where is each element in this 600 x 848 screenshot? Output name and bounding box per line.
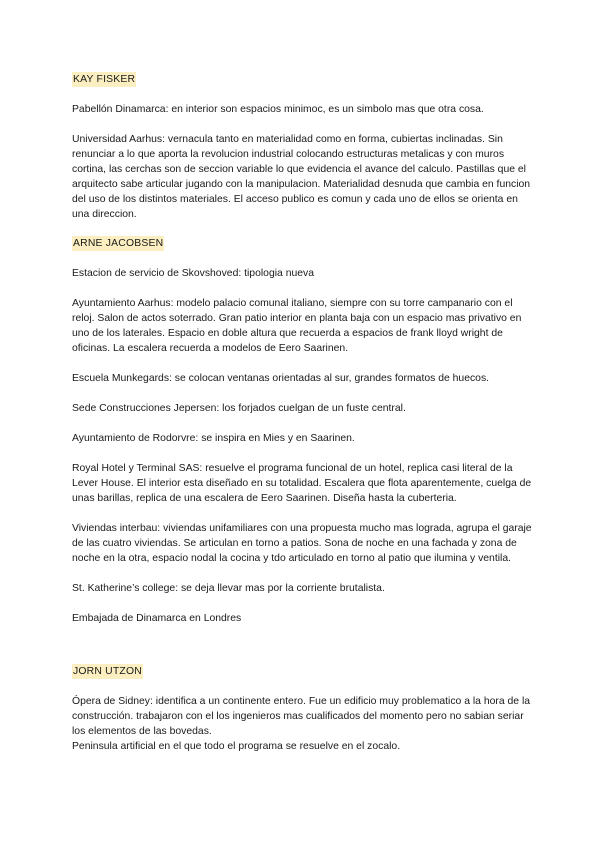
section-heading-kay-fisker: KAY FISKER xyxy=(73,74,136,85)
paragraph: St. Katherine’s college: se deja llevar mas por la corriente brutalista. xyxy=(72,583,385,594)
paragraph: Estacion de servicio de Skovshoved: tipologia nueva xyxy=(72,268,315,279)
document-body xyxy=(72,72,534,754)
paragraph: Ópera de Sidney: identifica a un continente entero. Fue un edificio muy problematico a la hora de la construcción. trabajaron con el los ingenieros mas cualificados del momento pero no sabian seriar los elementos de las bovedas. Peninsula artificial en el que todo el programa se resuelve en el zocalo. xyxy=(72,696,531,752)
paragraph: Sede Construcciones Jepersen: los forjados cuelgan de un fuste central. xyxy=(72,403,406,414)
section-heading-arne-jacobsen: ARNE JACOBSEN xyxy=(73,238,164,249)
paragraph: Pabellón Dinamarca: en interior son espacios minimoc, es un simbolo mas que otra cosa. xyxy=(72,104,484,115)
paragraph: Embajada de Dinamarca en Londres xyxy=(72,613,242,624)
section-heading-jorn-utzon: JORN UTZON xyxy=(73,666,142,677)
paragraph: Escuela Munkegards: se colocan ventanas orientadas al sur, grandes formatos de huecos. xyxy=(72,373,490,384)
paragraph: Ayuntamiento Aarhus: modelo palacio comunal italiano, siempre con su torre campanario con el reloj. Salon de actos soterrado. Gran patio interior en planta baja con un espacio mas privativo en uno de los laterales. Espacio en doble altura que recuerda a espacios de frank lloyd wright de oficinas. La escalera recuerda a modelos de Eero Saarinen. xyxy=(72,298,522,354)
paragraph: Royal Hotel y Terminal SAS: resuelve el programa funcional de un hotel, replica casi literal de la Lever House. El interior esta diseñado en su totalidad. Escalera que flota aparentemente, cuelga de unas barillas, replica de una escalera de Eero Saarinen. Diseña hasta la cuberteria. xyxy=(72,463,532,504)
paragraph: Universidad Aarhus: vernacula tanto en materialidad como en forma, cubiertas inclinadas. Sin renunciar a lo que aporta la revolucion industrial colocando estructuras metalicas y con muros cortina, las cerchas son de seccion variable lo que evidencia el avance del calculo. Pastillas que el arquitecto sabe articular jugando con la manipulacion. Materialidad desnuda que cambia en funcion del uso de los distintos materiales. El acceso publico es comun y cada uno de ellos se orienta en una direccion. xyxy=(72,134,531,220)
paragraph: Viviendas interbau: viviendas unifamiliares con una propuesta mucho mas lograda, agrupa el garaje de las cuatro viviendas. Se articulan en torno a patios. Sona de noche en una fachada y zona de noche en la otra, espacio nodal la cocina y tdo articulado en torno al patio que ilumina y ventila. xyxy=(72,523,532,564)
paragraph: Ayuntamiento de Rodorvre: se inspira en Mies y en Saarinen. xyxy=(72,433,355,444)
